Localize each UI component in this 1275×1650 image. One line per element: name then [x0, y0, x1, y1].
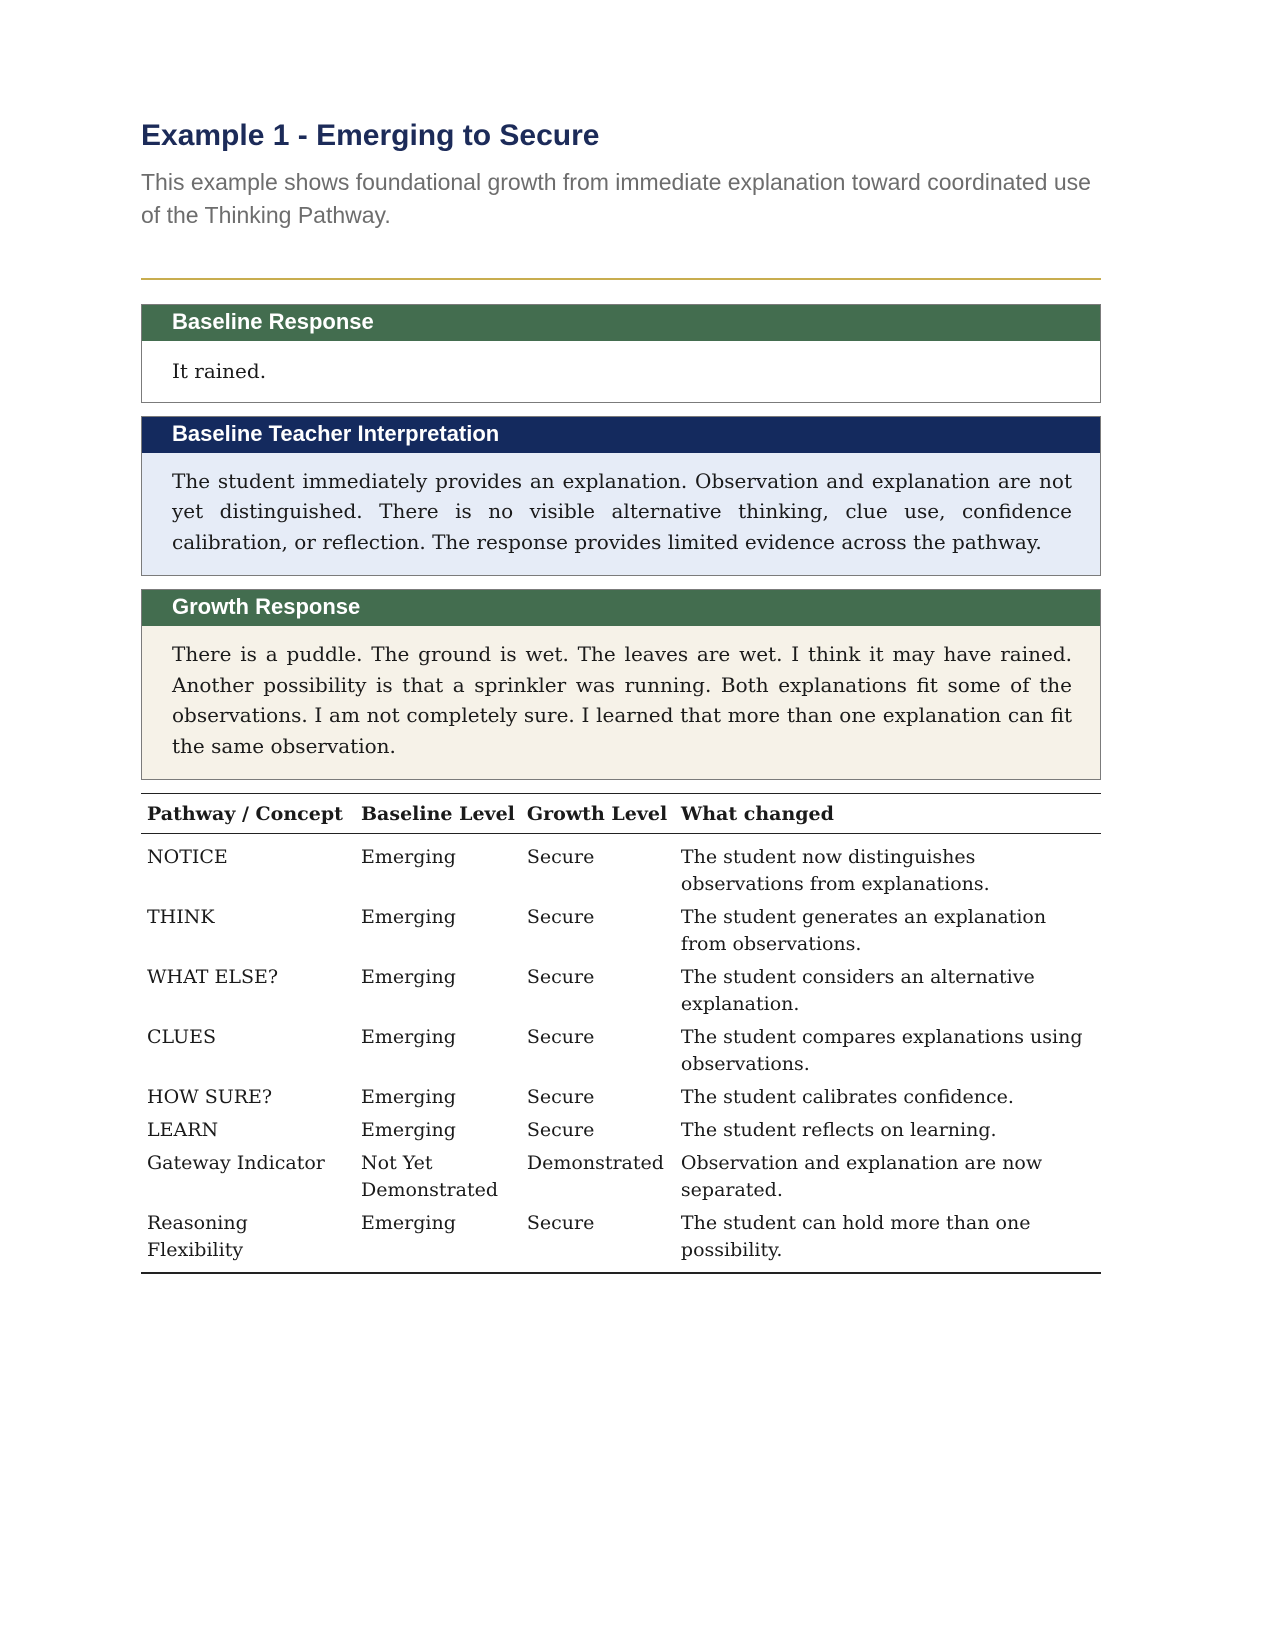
table-row: [141, 1114, 1101, 1147]
cell-concept: CLUES: [147, 1026, 217, 1048]
cell-concept: Gateway Indicator: [147, 1152, 325, 1174]
cell-what-changed: The student reflects on learning.: [680, 1119, 997, 1141]
document-page: [141, 118, 1101, 1274]
pathway-table: [141, 793, 1101, 1274]
cell-growth-level: Secure: [526, 1212, 595, 1234]
table-header-row: [141, 794, 1101, 834]
cell-growth-level: Secure: [526, 1119, 595, 1141]
cell-concept: LEARN: [147, 1119, 219, 1141]
cell-what-changed: The student compares explanations using observations.: [680, 1026, 1083, 1075]
baseline-interpretation-box: [141, 416, 1101, 577]
growth-response-text: There is a puddle. The ground is wet. The leaves are wet. I think it may have rained. Another possibility is that a sprinkler was running. Both explanations fit some of the observations. I am not completely sure. I learned that more than one explanation can fit the same observation.: [142, 626, 1100, 779]
cell-what-changed: Observation and explanation are now separated.: [680, 1152, 1043, 1201]
column-header-baseline: Baseline Level: [355, 794, 521, 834]
cell-concept: Reasoning Flexibility: [147, 1212, 248, 1261]
cell-concept: NOTICE: [147, 846, 228, 868]
cell-concept: HOW SURE?: [147, 1086, 273, 1108]
cell-growth-level: Secure: [526, 1026, 595, 1048]
cell-baseline-level: Emerging: [361, 846, 456, 868]
cell-baseline-level: Emerging: [361, 966, 456, 988]
cell-concept: WHAT ELSE?: [147, 966, 279, 988]
cell-growth-level: Secure: [526, 966, 595, 988]
cell-concept: THINK: [147, 906, 215, 928]
baseline-response-heading: Baseline Response: [142, 305, 1100, 341]
cell-what-changed: The student now distinguishes observations from explanations.: [680, 846, 990, 895]
baseline-response-text: It rained.: [142, 341, 1100, 402]
table-row: [141, 834, 1101, 902]
page-subtitle: This example shows foundational growth from immediate explanation toward coordinated use of the Thinking Pathway.: [141, 169, 1091, 228]
growth-response-box: [141, 589, 1101, 780]
cell-what-changed: The student can hold more than one possibility.: [680, 1212, 1031, 1261]
cell-what-changed: The student generates an explanation from observations.: [680, 906, 1047, 955]
cell-growth-level: Secure: [526, 906, 595, 928]
cell-growth-level: Demonstrated: [526, 1152, 664, 1174]
table-row: [141, 961, 1101, 1021]
table-row: [141, 1021, 1101, 1081]
cell-what-changed: The student considers an alternative explanation.: [680, 966, 1035, 1015]
cell-baseline-level: Emerging: [361, 1086, 456, 1108]
cell-what-changed: The student calibrates confidence.: [680, 1086, 1014, 1108]
column-header-growth: Growth Level: [521, 794, 675, 834]
table-row: [141, 1081, 1101, 1114]
cell-growth-level: Secure: [526, 1086, 595, 1108]
table-row: [141, 1147, 1101, 1207]
table-row: [141, 1207, 1101, 1273]
cell-growth-level: Secure: [526, 846, 595, 868]
cell-baseline-level: Not Yet Demonstrated: [361, 1152, 499, 1201]
page-title: Example 1 - Emerging to Secure: [141, 119, 600, 152]
column-header-pathway: Pathway / Concept: [141, 794, 355, 834]
section-divider: [141, 278, 1101, 280]
baseline-response-box: [141, 304, 1101, 403]
cell-baseline-level: Emerging: [361, 906, 456, 928]
baseline-interpretation-text: The student immediately provides an explanation. Observation and explanation are not yet distinguished. There is no visible alternative thinking, clue use, confidence calibration, or reflection. The response provides limited evidence across the pathway.: [142, 453, 1100, 576]
table-row: [141, 901, 1101, 961]
baseline-interpretation-heading: Baseline Teacher Interpretation: [142, 417, 1100, 453]
cell-baseline-level: Emerging: [361, 1119, 456, 1141]
column-header-what-changed: What changed: [675, 794, 1101, 834]
growth-response-heading: Growth Response: [142, 590, 1100, 626]
cell-baseline-level: Emerging: [361, 1026, 456, 1048]
cell-baseline-level: Emerging: [361, 1212, 456, 1234]
